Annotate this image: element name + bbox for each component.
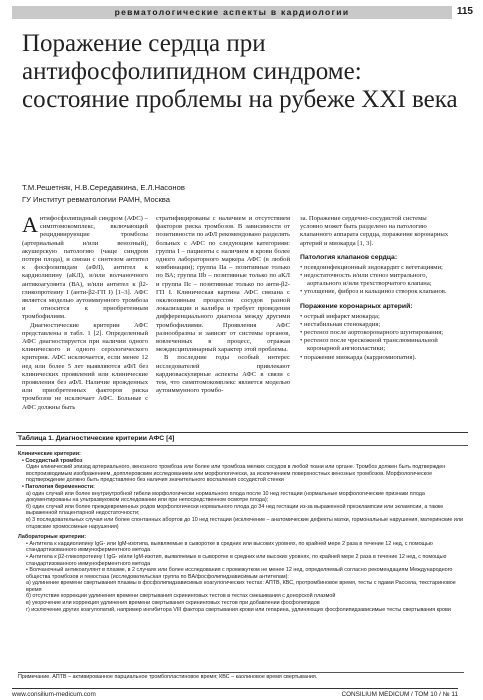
list-item: • утолщение, фиброз и кальциноз створок клапанов. — [300, 288, 450, 296]
paragraph: Диагностические критерии АФС представлены в табл. 1 [2]. Определенный АФС диагностируется при наличии одного клинического и одного серологического критерия. АФС исключается, если менее 12 нед или более 5 лет выявляются аФЛ без клинических проявлений или клинические проявления без аФЛ. Наличие врожденных или приобретенных факторов риска тромбозов не исключает АФС. Больные с АФС должны быть — [22, 321, 148, 411]
article-affiliation: ГУ Институт ревматологии РАМН, Москва — [22, 195, 170, 204]
list-item: • поражение миокарда (кардиомиопатия). — [300, 354, 450, 362]
pregnancy-item-a: а) один случай или более внутриутробной гибели морфологически нормального плода после 10 нед гестации (нормальные морфологические признаки плода документированы на ультразвуковом исследовании или при непосредственном осмотре плода); — [26, 490, 425, 504]
footer-website: www.consilium-medicum.com — [12, 691, 96, 698]
table-title: Таблица 1. Диагностические критерии АФС [4] — [18, 435, 175, 442]
footer-journal: CONSILIUM MEDICUM / ТОМ 10 / № 11 — [341, 691, 458, 698]
paragraph — [22, 215, 148, 322]
table-divider — [16, 445, 468, 446]
lab-item-3c: в) укорочение или коррекция удлинения времени свертывания скрининговых тестов при добавлении фосфолипидов — [26, 600, 320, 607]
paragraph: В последние годы особый интерес исследователей привлекают кардиоваскулярные аспекты АФС в связи с тем, что симптомокомплекс является моделью аутоиммунного тромбо- — [156, 354, 290, 395]
lab-item-3a: а) удлинение времени свертывания плазмы в фосфолипидзависимых коагулогических тестах: АПТВ, КВС, протромбиновое время, тесты с ядами Рассела, текстариновое время — [26, 580, 456, 593]
list-item: • острый инфаркт миокарда; — [300, 313, 450, 321]
list-item: • псевдоинфекционный эндокардит с вегетациями; — [300, 264, 450, 272]
running-header-title: ревматологические аспекты в кардиологии — [114, 7, 350, 17]
list-item: • рестеноз после аортокоронарного шунтирования; — [300, 329, 450, 337]
pregnancy-heading: • Патология беременности: — [22, 483, 95, 490]
drop-cap: А — [22, 215, 38, 237]
criteria-table-body — [18, 449, 464, 613]
lab-criteria-heading: Лабораторные критерии: — [18, 534, 86, 541]
page-footer — [12, 688, 458, 698]
coronary-list — [300, 313, 450, 362]
subheading-coronary: Поражение коронарных артерий: — [300, 302, 413, 310]
clinical-criteria-heading: Клинические критерии: — [18, 451, 81, 457]
lab-item-3b: б) отсутствие коррекции удлинения времени свертывания скрининговых тестов в тестах смешивания с донорской плазмой — [26, 593, 336, 600]
lab-item-2: • Антитела к β2-гликопротеину I IgG- и/или IgM-изотип, выявляемые в сыворотке в средних или высоких уровнях, по крайней мере 2 раза в течение 12 нед, с помощью стандартизованного иммуноферментного метода — [26, 553, 447, 567]
paragraph-text: нтифосфолипидный синдром (АФС) – симптомокомплекс, включающий рецидивирующие тромбозы (артериальный и/или венозный), акушерскую патологию (чаще синдром потери плода), и связан с синтезом антител к фосфолипидам (аФЛ), антител к кардиолипину (аКЛ), и/или волчаночного антикоагулянта (ВА), и/или антител к β2-гликопротеину I (анти-β2-ГП I) [1–3]. АФС является моделью аутоиммунного тромбоза и относится к приобретенным тромбофилиям. — [22, 215, 148, 321]
paragraph: за. Поражение сердечно-сосудистой системы условно может быть разделено на патологию клапанного аппарата сердца, поражение коронарных артерий и миокарда [1, 3]. — [300, 215, 449, 247]
article-title: Поражение сердца при антифосфолипидном синдроме: состояние проблемы на рубеже XXI века — [22, 30, 458, 113]
table-note: Примечание. АПТВ – активированное парциальное тромбопластиновое время; КВС – каолиновое время свертывания. — [18, 672, 464, 681]
body-column-2 — [156, 215, 290, 415]
body-column-1 — [22, 215, 148, 415]
pregnancy-item-c: в) 3 последовательных случая или более спонтанных абортов до 10 нед гестации (исключение – анатомические дефекты матки, гормональные нарушения, материнские или отцовские хромосомные нарушения) — [26, 516, 464, 530]
valve-list — [300, 264, 450, 297]
body-column-3 — [300, 215, 450, 415]
thrombosis-heading: • Сосудистый тромбоз — [22, 457, 83, 464]
lab-item-3: • Волчаночный антикоагулянт в плазме, в 2 случаях или более исследования с промежутком не менее 12 нед, определяемый согласно рекомендациям Международного общества тромбозов и гемостаза (исследовательская группа по ВА/фосфолипидзависимым антителам): — [26, 567, 453, 580]
list-item: • недостаточность и/или стеноз митрального, аортального и/или трехстворчатого клапана; — [300, 272, 450, 288]
list-item: • рестеноз после чрескожной транслюминальной коронарной ангиопластики; — [300, 337, 450, 353]
page-number: 115 — [456, 6, 473, 17]
lab-item-3d: г) исключение других коагулопатий, например ингибитора VIII фактора свертывания крови или гепарина, удлиняющих фосфолипидзависимые тесты свертывания крови — [26, 606, 451, 613]
thrombosis-text: Один клинический эпизод артериального, венозного тромбоза или более или тромбоза мелких сосудов в любой ткани или органе. Тромбоз должен быть подтвержден воспроизводимым изображением, допплеровским исследованием или морфологически, за исключением поверхностных венозных тромбозов. Морфологическое подтверждение должно быть представлено без наличия значительного воспаления сосудистой стенки — [26, 464, 446, 484]
subheading-valves: Патология клапанов сердца: — [300, 253, 398, 261]
list-item: • нестабильная стенокардия; — [300, 321, 450, 329]
lab-item-1: • Антитела к кардиолипину IgG- или IgM-изотипа, выявляемые в сыворотке в средних или высоких уровнях, по крайней мере 2 раза в течение 12 нед, с помощью стандартизованного иммуноферментного метода — [26, 540, 433, 554]
pregnancy-item-b: б) один случай или более преждевременных родов морфологически нормального плода до 34 нед гестации из-за выраженной преэклампсии или эклампсии, а также выраженной плацентарной недостаточности; — [26, 503, 444, 517]
paragraph: стратифицированы с наличием и отсутствием факторов риска тромбозов. В зависимости от позитивности по аФЛ рекомендовано разделять больных с АФС по следующим категориям: группа I – пациенты с наличием в крови более одного лабораторного маркера АФС (в любой комбинации); группа IIa – позитивные только по ВА; группа IIb – позитивные только по аКЛ и группа IIc – позитивные только по анти-β2-ГП I. Клиническая картина АФС связана с окклюзивным процессом сосудов разной локализации и калибра и требует проведения дифференциального диагноза между другими тромбофилиями. Проявления АФС разнообразны и зависят от системы органов, вовлеченных в процесс, отражая междисциплинарный характер этой проблемы. — [156, 215, 290, 354]
article-authors: Т.М.Решетняк, Н.В.Середавкина, Е.Л.Насонов — [22, 183, 185, 192]
